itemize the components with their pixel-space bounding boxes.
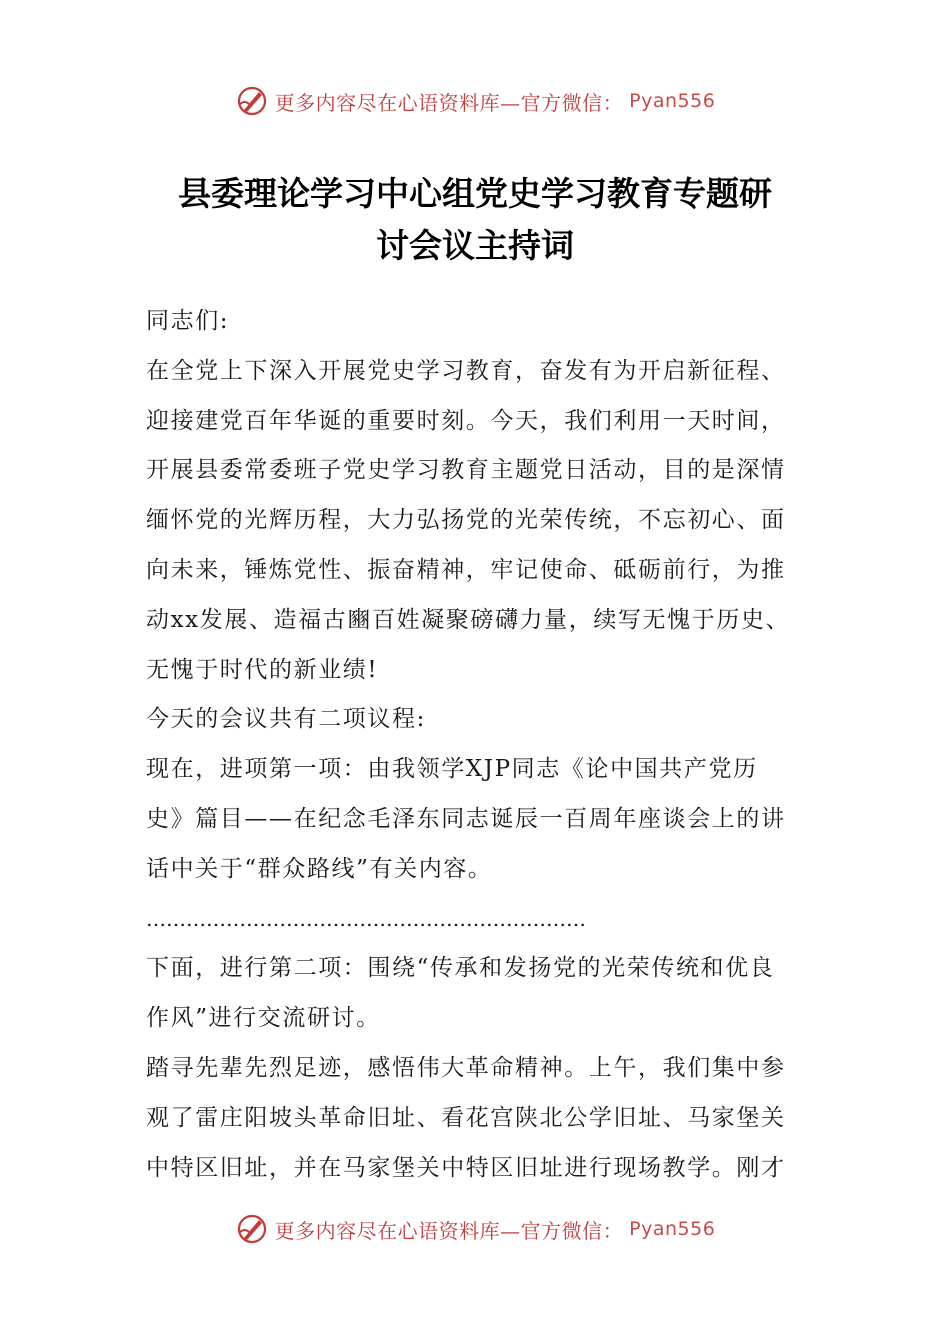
body-line: 话中关于“群众路线”有关内容。 bbox=[146, 855, 493, 882]
body-line: 今天的会议共有二项议程: bbox=[146, 706, 426, 733]
body-line: 无愧于时代的新业绩! bbox=[146, 656, 379, 683]
body-line: 开展县委常委班子党史学习教育主题党日活动，目的是深情 bbox=[146, 457, 786, 484]
body-line: 向未来，锤炼党性、振奋精神，牢记使命、砥砺前行，为推 bbox=[146, 556, 786, 583]
body-line: 迎接建党百年华诞的重要时刻。今天，我们利用一天时间， bbox=[146, 407, 786, 434]
body-line: 现在，进项第一项：由我领学XJP同志《论中国共产党历 bbox=[146, 756, 758, 783]
title-line: 讨会议主持词 bbox=[376, 226, 574, 265]
footer-watermark bbox=[0, 1212, 950, 1246]
document-body bbox=[146, 297, 826, 1193]
body-line: 缅怀党的光辉历程，大力弘扬党的光荣传统，不忘初心、面 bbox=[146, 507, 786, 534]
ellipsis-separator: ………………………………………………………… bbox=[146, 906, 586, 931]
watermark-text: 更多内容尽在心语资料库—官方微信： bbox=[274, 1218, 624, 1243]
document-title bbox=[0, 168, 950, 272]
body-line: 中特区旧址，并在马家堡关中特区旧址进行现场教学。刚才 bbox=[146, 1154, 786, 1181]
body-line: 动xx发展、造福古豳百姓凝聚磅礴力量，续写无愧于历史、 bbox=[146, 606, 791, 633]
header-watermark bbox=[0, 84, 950, 118]
title-line: 县委理论学习中心组党史学习教育专题研 bbox=[178, 174, 772, 213]
body-line: 观了雷庄阳坡头革命旧址、看花宫陕北公学旧址、马家堡关 bbox=[146, 1104, 786, 1131]
pen-in-circle-logo-icon bbox=[235, 84, 269, 118]
body-line: 下面，进行第二项：围绕“传承和发扬党的光荣传统和优良 bbox=[146, 955, 775, 982]
body-line: 作风”进行交流研讨。 bbox=[146, 1005, 381, 1032]
body-line: 在全党上下深入开展党史学习教育，奋发有为开启新征程、 bbox=[146, 357, 786, 384]
body-line: 踏寻先辈先烈足迹，感悟伟大革命精神。上午，我们集中参 bbox=[146, 1054, 786, 1081]
watermark-handle: Pyan556 bbox=[629, 1218, 716, 1240]
body-line: 同志们: bbox=[146, 308, 230, 334]
body-line: 史》篇目——在纪念毛泽东同志诞辰一百周年座谈会上的讲 bbox=[146, 805, 786, 832]
watermark-text: 更多内容尽在心语资料库—官方微信： bbox=[274, 90, 624, 115]
watermark-handle: Pyan556 bbox=[629, 90, 716, 112]
pen-in-circle-logo-icon bbox=[235, 1212, 269, 1246]
